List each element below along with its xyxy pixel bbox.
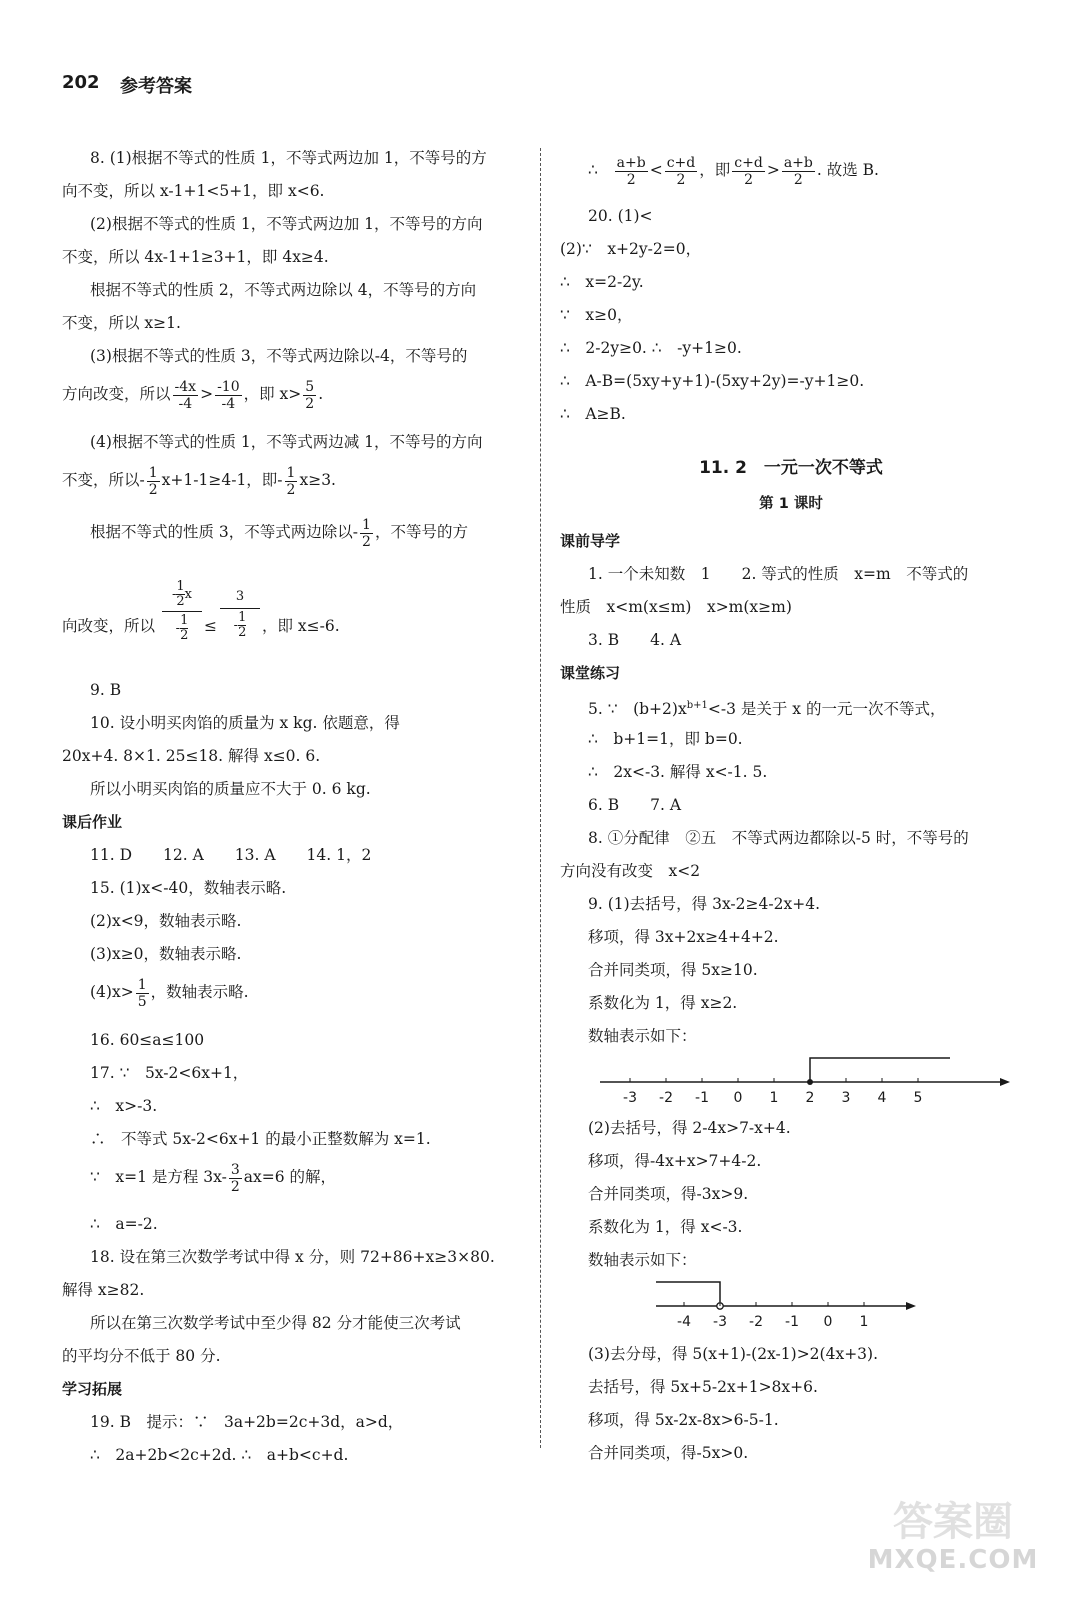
p9-line8: 合并同类项，得-3x>9. [588,1185,749,1203]
p8-line1: 8. ①分配律 ②五 不等式两边都除以-5 时，不等号的 [588,829,969,847]
q15-3: (3)x≥0，数轴表示略. [90,945,242,963]
number-line-1 [600,1054,1010,1110]
tick-label: 5 [913,1090,923,1106]
q10-line1: 10. 设小明买肉馅的质量为 x kg. 依题意，得 [90,714,400,732]
watermark-logo: 答案圈 [893,1499,1013,1545]
q16: 16. 60≤a≤100 [90,1031,205,1049]
tick-label: -1 [785,1314,799,1330]
solution-ray [656,1282,720,1302]
fraction: $\frac{1}{2}$ [362,516,371,550]
solution-ray [810,1058,950,1082]
q10-line2: 20x+4. 8×1. 25≤18. 解得 x≤0. 6. [62,747,321,765]
tick-label: -2 [749,1314,763,1330]
q8-3-line2: 方向改变，所以 $\frac{-4x}{-4}$ > $\frac{-10}{-4}$ ，即 x> $\frac{5}{2}$ . [62,378,324,412]
q17-line5: ∴ a=-2. [90,1215,158,1233]
fraction: $\frac{1}{2}$ [286,464,296,498]
q17-line3: ∴ 不等式 5x-2<6x+1 的最小正整数解为 x=1. [90,1130,431,1148]
page-header-title: 参考答案 [120,76,192,97]
q20-line6: ∴ A-B=(5xy+y+1)-(5xy+2y)=-y+1≥0. [560,372,865,390]
tick-label: 0 [733,1090,743,1106]
p8-line2: 方向没有改变 x<2 [560,862,701,880]
p9-line12: 去括号，得 5x+5-2x+1>8x+6. [588,1378,818,1396]
q15-2: (2)x<9，数轴表示略. [90,912,242,930]
text: 方向改变，所以 [62,385,171,403]
tick-label: 4 [877,1090,887,1106]
section-preview: 课前导学 [560,532,621,550]
fraction: $\frac{c+d}{2}$ [734,154,763,188]
fraction: $\frac{3}{2}$ [230,1161,240,1195]
p9-line5: 数轴表示如下： [588,1027,697,1045]
axis-arrow [1000,1078,1010,1086]
q8-4-line4: 向改变，所以 - $\frac{1}{2}$ x - $\frac{1}{2}$ ≤ 3 - $\frac{1}{2}$ ，即 x≤-6. [62,579,340,643]
fraction: $\frac{5}{2}$ [305,378,315,412]
q20-line5: ∴ 2-2y≥0. ∴ -y+1≥0. [560,339,742,357]
fraction: $\frac{a+b}{2}$ [616,154,646,188]
q8-2-line4: 不变，所以 x≥1. [62,314,181,332]
tick-label: -2 [659,1090,673,1106]
q8-4-line2: 不变，所以- $\frac{1}{2}$ x+1-1≥4-1，即- $\frac{1}{2}$ x≥3. [62,464,336,498]
tick-label: -3 [713,1314,727,1330]
tick-label: -1 [695,1090,709,1106]
p9-line7: 移项，得-4x+x>7+4-2. [588,1152,762,1170]
q20-line1: 20. (1)< [588,207,653,225]
q18-line1: 18. 设在第三次数学考试中得 x 分，则 72+86+x≥3×80. [90,1248,495,1266]
q8-1-line1: 8. (1)根据不等式的性质 1，不等式两边加 1，不等号的方 [90,149,487,167]
q8-1-line2: 向不变，所以 x-1+1<5+1，即 x<6. [62,182,325,200]
q19-conclusion: ∴ $\frac{a+b}{2}$ < $\frac{c+d}{2}$ ，即 $\frac{c+d}{2}$ > $\frac{a+b}{2}$ . 故选 B. [588,154,879,188]
q17-line1: 17. ∵ 5x-2<6x+1， [90,1064,249,1082]
tick-label: 1 [859,1314,869,1330]
watermark [858,1500,1048,1586]
q20-line3: ∴ x=2-2y. [560,273,644,291]
q20-line2: (2)∵ x+2y-2=0， [560,240,702,258]
fraction: $\frac{a+b}{2}$ [783,154,813,188]
p9-line2: 移项，得 3x+2x≥4+4+2. [588,928,779,946]
section-practice: 课堂练习 [560,664,621,682]
q8-4-line3: 根据不等式的性质 3，不等式两边除以- $\frac{1}{2}$ ，不等号的方 [90,516,468,550]
q8-2-line1: (2)根据不等式的性质 1，不等式两边加 1，不等号的方向 [90,215,483,233]
q17-line4: ∵ x=1 是方程 3x- $\frac{3}{2}$ ax=6 的解， [90,1161,337,1195]
compound-fraction-left: - $\frac{1}{2}$ x - $\frac{1}{2}$ [162,580,202,643]
tick-label: 3 [841,1090,851,1106]
p3: 3. B 4. A [588,631,682,649]
q17-line2: ∴ x>-3. [90,1097,158,1115]
q20-line7: ∴ A≥B. [560,405,626,423]
q15-4: (4)x> $\frac{1}{5}$ ，数轴表示略. [90,976,249,1010]
number-line-2 [656,1278,916,1334]
compound-fraction-right: 3 - $\frac{1}{2}$ [220,590,260,640]
fraction: $\frac{1}{5}$ [137,976,147,1010]
p1-line1: 1. 一个未知数 1 2. 等式的性质 x=m 不等式的 [588,565,969,583]
q18-line2: 解得 x≥82. [62,1281,145,1299]
tick-label: 2 [805,1090,815,1106]
p6: 6. B 7. A [588,796,682,814]
q8-2-line2: 不变，所以 4x-1+1≥3+1，即 4x≥4. [62,248,329,266]
p5-line1: 5. ∵ $(b+2)x^{b+1}<-3$ 是关于 x 的一元一次不等式， [588,700,946,719]
watermark-url: MXQE.COM [867,1545,1039,1575]
fraction: $\frac{c+d}{2}$ [666,154,696,188]
p5-line2: ∴ b+1=1，即 b=0. [588,730,743,748]
q11-14: 11. D 12. A 13. A 14. 1，2 [90,846,372,864]
section-homework: 课后作业 [62,813,123,831]
q10-line3: 所以小明买肉馅的质量应不大于 0. 6 kg. [90,780,371,798]
p9-line4: 系数化为 1，得 x≥2. [588,994,738,1012]
q8-4-line1: (4)根据不等式的性质 1，不等式两边减 1，不等号的方向 [90,433,483,451]
tick-label: 0 [823,1314,833,1330]
q19-line1: 19. B 提示：∵ 3a+2b=2c+3d，a>d， [90,1413,404,1431]
q8-3-line1: (3)根据不等式的性质 3，不等式两边除以-4，不等号的 [90,347,468,365]
q20-line4: ∵ x≥0， [560,306,633,324]
tick-label: -3 [623,1090,637,1106]
p1-line2: 性质 x<m(x≤m) x>m(x≥m) [560,598,792,616]
fraction: $\frac{-10}{-4}$ [217,378,240,412]
q18-line3: 所以在第三次数学考试中至少得 82 分才能使三次考试 [90,1314,461,1332]
section-title: 11. 2 一元一次不等式 [699,458,883,478]
q15-1: 15. (1)x<-40，数轴表示略. [90,879,287,897]
tick-label: -4 [677,1314,691,1330]
p9-line11: (3)去分母，得 5(x+1)-(2x-1)>2(4x+3). [588,1345,879,1363]
p9-line14: 合并同类项，得-5x>0. [588,1444,749,1462]
lesson-title: 第 1 课时 [759,496,823,512]
p9-line9: 系数化为 1，得 x<-3. [588,1218,743,1236]
p9-line13: 移项，得 5x-2x-8x>6-5-1. [588,1411,779,1429]
p9-line10: 数轴表示如下： [588,1251,697,1269]
q8-2-line3: 根据不等式的性质 2，不等式两边除以 4，不等号的方向 [90,281,477,299]
q19-line2: ∴ 2a+2b<2c+2d. ∴ a+b<c+d. [90,1446,349,1464]
page-number: 202 [62,72,100,93]
section-extend: 学习拓展 [62,1380,123,1398]
q9: 9. B [90,681,122,699]
p9-line6: (2)去括号，得 2-4x>7-x+4. [588,1119,791,1137]
fraction: $\frac{1}{2}$ [148,464,158,498]
q18-line4: 的平均分不低于 80 分. [62,1347,221,1365]
fraction: $\frac{-4x}{-4}$ [174,378,197,412]
p9-line1: 9. (1)去括号，得 3x-2≥4-2x+4. [588,895,820,913]
p5-line3: ∴ 2x<-3. 解得 x<-1. 5. [588,763,768,781]
tick-label: 1 [769,1090,779,1106]
column-divider [540,148,541,1448]
axis-arrow [906,1302,916,1310]
p9-line3: 合并同类项，得 5x≥10. [588,961,758,979]
